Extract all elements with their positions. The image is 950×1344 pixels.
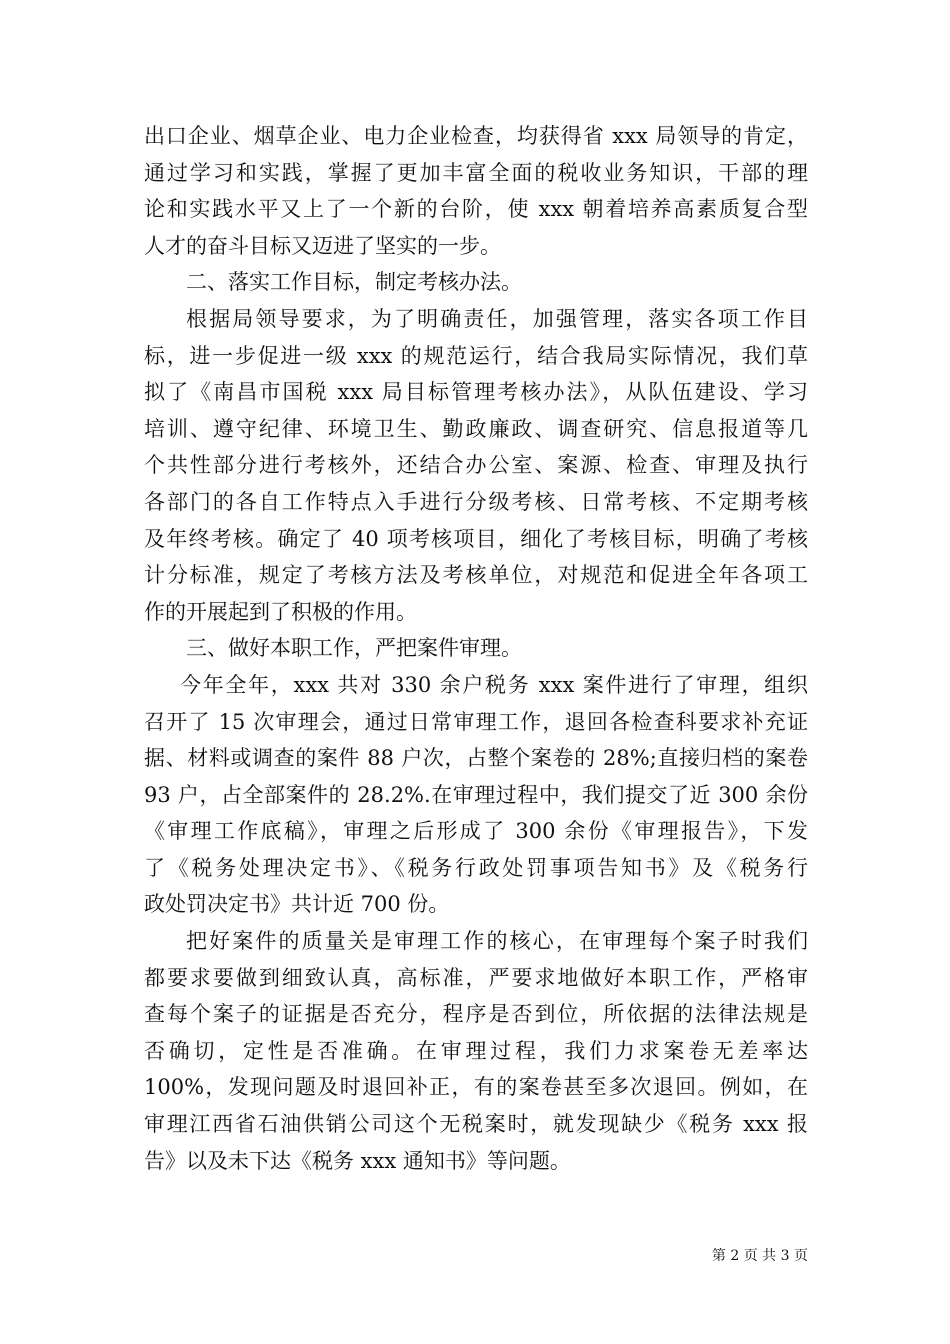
text-line: 各部门的各自工作特点入手进行分级考核、日常考核、不定期考核	[144, 489, 808, 514]
page-number: 第 2 页 共 3 页	[711, 1248, 808, 1264]
text-line: 《审理工作底稿》，审理之后形成了 300 余份《审理报告》，下发	[144, 819, 808, 844]
text-line: 都要求要做到细致认真，高标准，严要求地做好本职工作，严格审	[144, 965, 808, 990]
text-line: 告》以及未下达《税务 xxx 通知书》等问题。	[144, 1148, 571, 1173]
text-line: 召开了 15 次审理会，通过日常审理工作，退回各检查科要求补充证	[144, 709, 808, 734]
text-line: 个共性部分进行考核外，还结合办公室、案源、检查、审理及执行	[144, 453, 808, 478]
text-line: 了《税务处理决定书》、《税务行政处罚事项告知书》及《税务行	[144, 855, 808, 880]
text-line: 及年终考核。确定了 40 项考核项目，细化了考核目标，明确了考核	[144, 526, 808, 551]
text-line: 100%，发现问题及时退回补正，有的案卷甚至多次退回。例如，在	[144, 1075, 808, 1100]
text-line: 根据局领导要求，为了明确责任，加强管理，落实各项工作目	[186, 306, 808, 331]
text-line: 审理江西省石油供销公司这个无税案时，就发现缺少《税务 xxx 报	[144, 1112, 808, 1137]
section-heading: 三、做好本职工作，严把案件审理。	[186, 636, 522, 661]
text-line: 93 户，占全部案件的 28.2%.在审理过程中，我们提交了近 300 余份	[144, 782, 808, 807]
text-line: 今年全年，xxx 共对 330 余户税务 xxx 案件进行了审理，组织	[180, 672, 808, 697]
section-heading: 二、落实工作目标，制定考核办法。	[186, 270, 522, 295]
text-line: 据、材料或调查的案件 88 户次，占整个案卷的 28%;直接归档的案卷	[144, 746, 808, 771]
text-line: 计分标准，规定了考核方法及考核单位，对规范和促进全年各项工	[144, 563, 808, 588]
text-line: 查每个案子的证据是否充分，程序是否到位，所依据的法律法规是	[144, 1002, 808, 1027]
text-line: 政处罚决定书》共计近 700 份。	[144, 892, 450, 917]
text-line: 拟了《南昌市国税 xxx 局目标管理考核办法》，从队伍建设、学习	[144, 380, 808, 405]
text-line: 标，进一步促进一级 xxx 的规范运行，结合我局实际情况，我们草	[144, 343, 808, 368]
text-line: 论和实践水平又上了一个新的台阶，使 xxx 朝着培养高素质复合型	[144, 197, 808, 222]
text-line: 否确切，定性是否准确。在审理过程，我们力求案卷无差率达	[144, 1038, 808, 1063]
text-line: 培训、遵守纪律、环境卫生、勤政廉政、调查研究、信息报道等几	[144, 416, 808, 441]
text-line: 人才的奋斗目标又迈进了坚实的一步。	[144, 233, 501, 258]
text-line: 出口企业、烟草企业、电力企业检查，均获得省 xxx 局领导的肯定，	[144, 124, 808, 148]
text-line: 通过学习和实践，掌握了更加丰富全面的税收业务知识，干部的理	[144, 160, 808, 185]
document-body	[144, 118, 808, 1179]
text-line: 把好案件的质量关是审理工作的核心，在审理每个案子时我们	[186, 929, 808, 954]
text-line: 作的开展起到了积极的作用。	[144, 599, 417, 624]
